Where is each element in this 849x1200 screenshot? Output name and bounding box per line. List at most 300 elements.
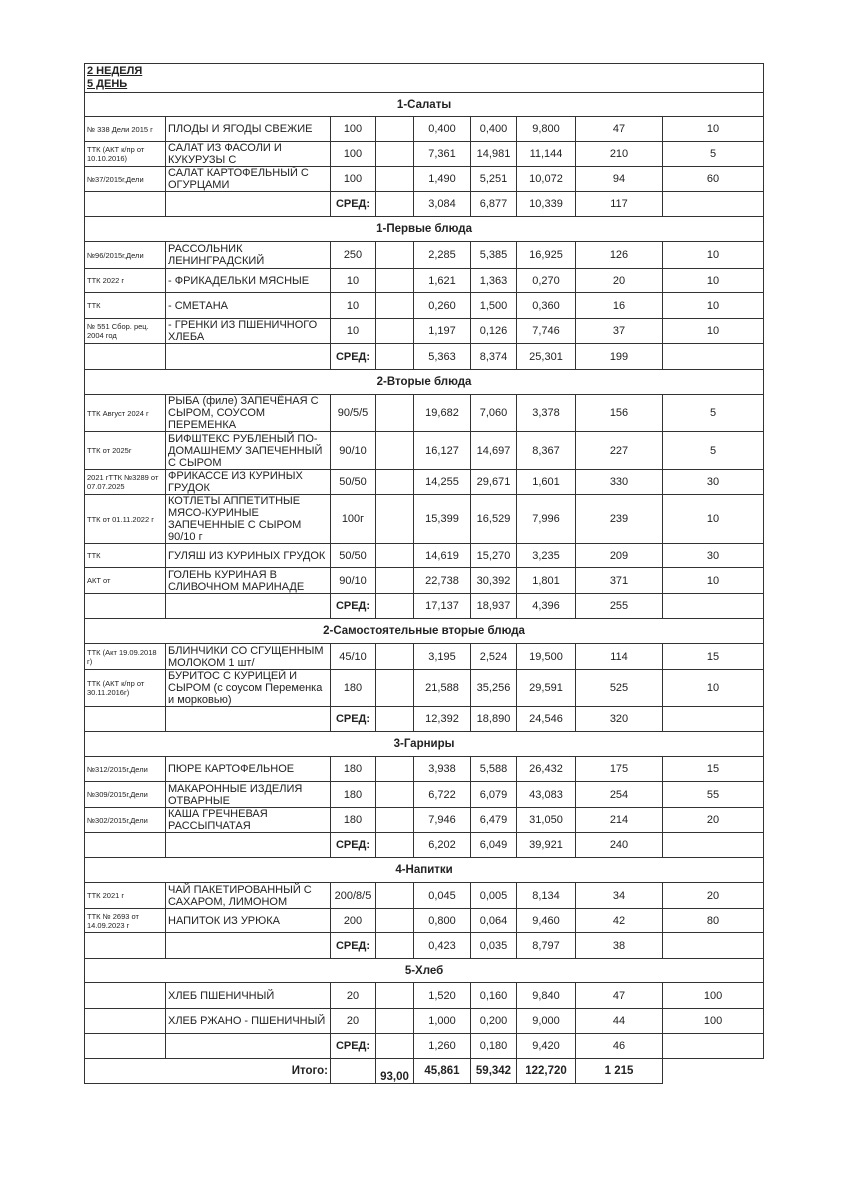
empty-cell bbox=[376, 933, 414, 959]
calories-cell: 34 bbox=[576, 883, 663, 909]
portion-cell: 100г bbox=[331, 495, 376, 544]
price-cell bbox=[376, 808, 414, 833]
recipe-code-cell: ТТК Август 2024 г bbox=[85, 395, 166, 432]
empty-cell bbox=[166, 1034, 331, 1059]
calories-cell: 371 bbox=[576, 568, 663, 594]
calories-cell: 210 bbox=[576, 142, 663, 167]
average-label: СРЕД: bbox=[331, 707, 376, 732]
calories-cell: 47 bbox=[576, 117, 663, 142]
calories-cell: 330 bbox=[576, 470, 663, 495]
menu-table-body bbox=[85, 64, 764, 1084]
price-cell bbox=[376, 757, 414, 782]
fat-cell: 6,479 bbox=[471, 808, 517, 833]
recipe-code-cell: 2021 гТТК №3289 от 07.07.2025 bbox=[85, 470, 166, 495]
portion-cell: 90/10 bbox=[331, 432, 376, 470]
average-row bbox=[85, 192, 764, 217]
price-cell bbox=[376, 319, 414, 344]
col-9-cell: 20 bbox=[663, 883, 764, 909]
table-row bbox=[85, 983, 764, 1009]
table-row bbox=[85, 432, 764, 470]
calories-total: 1 215 bbox=[576, 1059, 663, 1084]
portion-cell: 20 bbox=[331, 1009, 376, 1034]
col-9-cell: 30 bbox=[663, 544, 764, 568]
portion-cell: 45/10 bbox=[331, 644, 376, 670]
protein-cell: 0,800 bbox=[414, 909, 471, 933]
empty-cell bbox=[376, 833, 414, 858]
col-9-cell: 30 bbox=[663, 470, 764, 495]
table-row bbox=[85, 142, 764, 167]
menu-table bbox=[84, 63, 764, 1084]
portion-cell: 100 bbox=[331, 117, 376, 142]
empty-cell bbox=[85, 344, 166, 370]
table-row bbox=[85, 269, 764, 293]
portion-cell: 180 bbox=[331, 757, 376, 782]
portion-cell: 10 bbox=[331, 269, 376, 293]
col-9-cell: 10 bbox=[663, 319, 764, 344]
recipe-code-cell: № 551 Сбор. рец. 2004 год bbox=[85, 319, 166, 344]
average-row bbox=[85, 1034, 764, 1059]
recipe-code-cell: №312/2015г,Дели bbox=[85, 757, 166, 782]
carbs-cell: 26,432 bbox=[517, 757, 576, 782]
calories-average: 117 bbox=[576, 192, 663, 217]
section-row bbox=[85, 217, 764, 242]
empty-cell bbox=[85, 1034, 166, 1059]
carbs-cell: 7,996 bbox=[517, 495, 576, 544]
dish-name-cell: ПЮРЕ КАРТОФЕЛЬНОЕ bbox=[166, 757, 331, 782]
price-cell bbox=[376, 142, 414, 167]
protein-cell: 6,722 bbox=[414, 782, 471, 808]
empty-cell bbox=[85, 933, 166, 959]
recipe-code-cell: ТТК (АКТ к/пр от 30.11.2016г) bbox=[85, 670, 166, 707]
portion-cell: 10 bbox=[331, 293, 376, 319]
dish-name-cell: - ГРЕНКИ ИЗ ПШЕНИЧНОГО ХЛЕБА bbox=[166, 319, 331, 344]
calories-cell: 37 bbox=[576, 319, 663, 344]
fat-average: 8,374 bbox=[471, 344, 517, 370]
section-row bbox=[85, 959, 764, 983]
price-cell bbox=[376, 670, 414, 707]
price-cell bbox=[376, 909, 414, 933]
dish-name-cell: ХЛЕБ РЖАНО - ПШЕНИЧНЫЙ bbox=[166, 1009, 331, 1034]
protein-cell: 1,520 bbox=[414, 983, 471, 1009]
dish-name-cell: ФРИКАССЕ ИЗ КУРИНЫХ ГРУДОК bbox=[166, 470, 331, 495]
protein-average: 1,260 bbox=[414, 1034, 471, 1059]
recipe-code-cell: ТТК от 01.11.2022 г bbox=[85, 495, 166, 544]
portion-cell: 180 bbox=[331, 670, 376, 707]
average-row bbox=[85, 594, 764, 619]
carbs-average: 9,420 bbox=[517, 1034, 576, 1059]
empty-cell bbox=[166, 833, 331, 858]
price-cell bbox=[376, 544, 414, 568]
fat-cell: 5,251 bbox=[471, 167, 517, 192]
calories-average: 320 bbox=[576, 707, 663, 732]
price-cell bbox=[376, 395, 414, 432]
empty-cell bbox=[166, 594, 331, 619]
price-cell bbox=[376, 568, 414, 594]
total-price: 93,00 bbox=[376, 1059, 414, 1084]
col-9-cell: 15 bbox=[663, 757, 764, 782]
day-label: 5 ДЕНЬ bbox=[87, 78, 128, 90]
empty-cell bbox=[376, 594, 414, 619]
protein-average: 3,084 bbox=[414, 192, 471, 217]
col-9-cell: 10 bbox=[663, 670, 764, 707]
portion-cell: 90/5/5 bbox=[331, 395, 376, 432]
calories-average: 255 bbox=[576, 594, 663, 619]
carbs-cell: 1,601 bbox=[517, 470, 576, 495]
fat-cell: 2,524 bbox=[471, 644, 517, 670]
table-row bbox=[85, 293, 764, 319]
portion-cell: 10 bbox=[331, 319, 376, 344]
fat-average: 18,937 bbox=[471, 594, 517, 619]
protein-cell: 14,255 bbox=[414, 470, 471, 495]
average-row bbox=[85, 933, 764, 959]
calories-cell: 44 bbox=[576, 1009, 663, 1034]
table-row bbox=[85, 909, 764, 933]
recipe-code-cell bbox=[85, 1009, 166, 1034]
recipe-code-cell: АКТ от bbox=[85, 568, 166, 594]
protein-cell: 3,938 bbox=[414, 757, 471, 782]
protein-cell: 1,000 bbox=[414, 1009, 471, 1034]
protein-cell: 19,682 bbox=[414, 395, 471, 432]
protein-cell: 16,127 bbox=[414, 432, 471, 470]
average-label: СРЕД: bbox=[331, 594, 376, 619]
table-row bbox=[85, 242, 764, 269]
calories-average: 199 bbox=[576, 344, 663, 370]
carbs-cell: 11,144 bbox=[517, 142, 576, 167]
price-cell bbox=[376, 242, 414, 269]
table-row bbox=[85, 544, 764, 568]
calories-cell: 227 bbox=[576, 432, 663, 470]
total-row bbox=[85, 1059, 764, 1084]
fat-cell: 15,270 bbox=[471, 544, 517, 568]
carbs-cell: 8,134 bbox=[517, 883, 576, 909]
empty-cell bbox=[663, 1034, 764, 1059]
price-cell bbox=[376, 432, 414, 470]
protein-cell: 0,045 bbox=[414, 883, 471, 909]
carbs-cell: 43,083 bbox=[517, 782, 576, 808]
carbs-average: 24,546 bbox=[517, 707, 576, 732]
recipe-code-cell: №302/2015г,Дели bbox=[85, 808, 166, 833]
col-9-cell: 10 bbox=[663, 495, 764, 544]
carbs-cell: 19,500 bbox=[517, 644, 576, 670]
empty-cell bbox=[376, 192, 414, 217]
recipe-code-cell: № 338 Дели 2015 г bbox=[85, 117, 166, 142]
fat-average: 0,035 bbox=[471, 933, 517, 959]
fat-cell: 1,363 bbox=[471, 269, 517, 293]
section-title: 5-Хлеб bbox=[85, 959, 764, 983]
table-row bbox=[85, 883, 764, 909]
protein-average: 0,423 bbox=[414, 933, 471, 959]
dish-name-cell: БУРИТОС С КУРИЦЕЙ И СЫРОМ (с соусом Переменка и морковью) bbox=[166, 670, 331, 707]
carbs-cell: 3,378 bbox=[517, 395, 576, 432]
carbs-cell: 0,360 bbox=[517, 293, 576, 319]
price-cell bbox=[376, 117, 414, 142]
fat-cell: 6,079 bbox=[471, 782, 517, 808]
calories-cell: 209 bbox=[576, 544, 663, 568]
protein-cell: 7,361 bbox=[414, 142, 471, 167]
section-title: 1-Первые блюда bbox=[85, 217, 764, 242]
section-title: 3-Гарниры bbox=[85, 732, 764, 757]
dish-name-cell: ГОЛЕНЬ КУРИНАЯ В СЛИВОЧНОМ МАРИНАДЕ bbox=[166, 568, 331, 594]
col-9-cell: 5 bbox=[663, 142, 764, 167]
fat-cell: 35,256 bbox=[471, 670, 517, 707]
col-9-cell: 100 bbox=[663, 983, 764, 1009]
fat-average: 6,049 bbox=[471, 833, 517, 858]
carbs-cell: 29,591 bbox=[517, 670, 576, 707]
dish-name-cell: НАПИТОК ИЗ УРЮКА bbox=[166, 909, 331, 933]
section-row bbox=[85, 858, 764, 883]
fat-cell: 0,005 bbox=[471, 883, 517, 909]
table-row bbox=[85, 782, 764, 808]
table-row bbox=[85, 167, 764, 192]
col-9-cell: 55 bbox=[663, 782, 764, 808]
protein-average: 17,137 bbox=[414, 594, 471, 619]
fat-cell: 0,200 bbox=[471, 1009, 517, 1034]
dish-name-cell: ГУЛЯШ ИЗ КУРИНЫХ ГРУДОК bbox=[166, 544, 331, 568]
col-9-cell: 10 bbox=[663, 293, 764, 319]
portion-cell: 50/50 bbox=[331, 470, 376, 495]
recipe-code-cell: №309/2015г,Дели bbox=[85, 782, 166, 808]
calories-cell: 214 bbox=[576, 808, 663, 833]
carbs-cell: 9,000 bbox=[517, 1009, 576, 1034]
carbs-cell: 1,801 bbox=[517, 568, 576, 594]
col-9-cell: 100 bbox=[663, 1009, 764, 1034]
empty-cell bbox=[376, 344, 414, 370]
fat-cell: 14,697 bbox=[471, 432, 517, 470]
average-row bbox=[85, 707, 764, 732]
dish-name-cell: БЛИНЧИКИ СО СГУЩЕННЫМ МОЛОКОМ 1 шт/ bbox=[166, 644, 331, 670]
empty-cell bbox=[166, 192, 331, 217]
carbs-total: 122,720 bbox=[517, 1059, 576, 1084]
price-cell bbox=[376, 470, 414, 495]
calories-average: 240 bbox=[576, 833, 663, 858]
col-9-cell: 10 bbox=[663, 269, 764, 293]
dish-name-cell: КАША ГРЕЧНЕВАЯ РАССЫПЧАТАЯ bbox=[166, 808, 331, 833]
dish-name-cell: РЫБА (филе) ЗАПЕЧЁНАЯ С СЫРОМ, СОУСОМ ПЕРЕМЕНКА bbox=[166, 395, 331, 432]
section-title: 4-Напитки bbox=[85, 858, 764, 883]
empty-cell bbox=[166, 707, 331, 732]
empty-cell bbox=[85, 707, 166, 732]
calories-cell: 42 bbox=[576, 909, 663, 933]
protein-average: 5,363 bbox=[414, 344, 471, 370]
portion-cell: 20 bbox=[331, 983, 376, 1009]
dish-name-cell: - СМЕТАНА bbox=[166, 293, 331, 319]
table-row bbox=[85, 1009, 764, 1034]
fat-average: 0,180 bbox=[471, 1034, 517, 1059]
section-row bbox=[85, 370, 764, 395]
calories-average: 38 bbox=[576, 933, 663, 959]
protein-cell: 1,197 bbox=[414, 319, 471, 344]
dish-name-cell: МАКАРОННЫЕ ИЗДЕЛИЯ ОТВАРНЫЕ bbox=[166, 782, 331, 808]
average-label: СРЕД: bbox=[331, 344, 376, 370]
section-title: 2-Самостоятельные вторые блюда bbox=[85, 619, 764, 644]
price-cell bbox=[376, 644, 414, 670]
price-cell bbox=[376, 269, 414, 293]
fat-cell: 0,400 bbox=[471, 117, 517, 142]
carbs-cell: 31,050 bbox=[517, 808, 576, 833]
protein-cell: 1,490 bbox=[414, 167, 471, 192]
dish-name-cell: САЛАТ ИЗ ФАСОЛИ И КУКУРУЗЫ С bbox=[166, 142, 331, 167]
col-9-cell: 20 bbox=[663, 808, 764, 833]
portion-cell: 90/10 bbox=[331, 568, 376, 594]
recipe-code-cell: ТТК (АКТ к/пр от 10.10.2016) bbox=[85, 142, 166, 167]
portion-cell: 50/50 bbox=[331, 544, 376, 568]
empty-cell bbox=[85, 833, 166, 858]
protein-cell: 3,195 bbox=[414, 644, 471, 670]
protein-cell: 21,588 bbox=[414, 670, 471, 707]
empty-cell bbox=[663, 833, 764, 858]
fat-cell: 1,500 bbox=[471, 293, 517, 319]
empty-cell bbox=[663, 344, 764, 370]
recipe-code-cell bbox=[85, 983, 166, 1009]
price-cell bbox=[376, 983, 414, 1009]
average-label: СРЕД: bbox=[331, 833, 376, 858]
dish-name-cell: - ФРИКАДЕЛЬКИ МЯСНЫЕ bbox=[166, 269, 331, 293]
section-row bbox=[85, 732, 764, 757]
fat-cell: 7,060 bbox=[471, 395, 517, 432]
fat-cell: 0,160 bbox=[471, 983, 517, 1009]
table-row bbox=[85, 808, 764, 833]
carbs-average: 4,396 bbox=[517, 594, 576, 619]
total-label: Итого: bbox=[85, 1059, 331, 1084]
table-row bbox=[85, 395, 764, 432]
dish-name-cell: КОТЛЕТЫ АППЕТИТНЫЕ МЯСО-КУРИНЫЕ ЗАПЕЧЕННЫЕ С СЫРОМ 90/10 г bbox=[166, 495, 331, 544]
price-cell bbox=[376, 883, 414, 909]
carbs-cell: 9,800 bbox=[517, 117, 576, 142]
empty-cell bbox=[663, 594, 764, 619]
fat-cell: 0,126 bbox=[471, 319, 517, 344]
fat-average: 18,890 bbox=[471, 707, 517, 732]
protein-average: 12,392 bbox=[414, 707, 471, 732]
table-row bbox=[85, 495, 764, 544]
empty-cell bbox=[376, 707, 414, 732]
fat-total: 59,342 bbox=[471, 1059, 517, 1084]
empty-cell bbox=[85, 192, 166, 217]
empty-cell bbox=[331, 1059, 376, 1084]
table-row bbox=[85, 319, 764, 344]
portion-cell: 180 bbox=[331, 782, 376, 808]
fat-cell: 5,385 bbox=[471, 242, 517, 269]
carbs-average: 25,301 bbox=[517, 344, 576, 370]
carbs-cell: 16,925 bbox=[517, 242, 576, 269]
protein-cell: 22,738 bbox=[414, 568, 471, 594]
fat-cell: 14,981 bbox=[471, 142, 517, 167]
table-row bbox=[85, 757, 764, 782]
calories-cell: 254 bbox=[576, 782, 663, 808]
table-row bbox=[85, 117, 764, 142]
calories-cell: 47 bbox=[576, 983, 663, 1009]
calories-cell: 175 bbox=[576, 757, 663, 782]
price-cell bbox=[376, 1009, 414, 1034]
calories-average: 46 bbox=[576, 1034, 663, 1059]
price-cell bbox=[376, 495, 414, 544]
empty-cell bbox=[166, 933, 331, 959]
empty-cell bbox=[376, 1034, 414, 1059]
section-title: 1-Салаты bbox=[85, 93, 764, 117]
table-row bbox=[85, 568, 764, 594]
price-cell bbox=[376, 782, 414, 808]
recipe-code-cell: ТТК 2021 г bbox=[85, 883, 166, 909]
calories-cell: 16 bbox=[576, 293, 663, 319]
section-row bbox=[85, 619, 764, 644]
average-row bbox=[85, 344, 764, 370]
recipe-code-cell: ТТК от 2025г bbox=[85, 432, 166, 470]
carbs-cell: 9,460 bbox=[517, 909, 576, 933]
protein-cell: 0,400 bbox=[414, 117, 471, 142]
calories-cell: 126 bbox=[576, 242, 663, 269]
col-9-cell: 80 bbox=[663, 909, 764, 933]
col-9-cell: 15 bbox=[663, 644, 764, 670]
portion-cell: 180 bbox=[331, 808, 376, 833]
average-label: СРЕД: bbox=[331, 933, 376, 959]
carbs-cell: 3,235 bbox=[517, 544, 576, 568]
recipe-code-cell: ТТК (Акт 19.09.2018 г) bbox=[85, 644, 166, 670]
fat-cell: 5,588 bbox=[471, 757, 517, 782]
protein-cell: 14,619 bbox=[414, 544, 471, 568]
protein-cell: 1,621 bbox=[414, 269, 471, 293]
header-row bbox=[85, 64, 764, 93]
portion-cell: 200 bbox=[331, 909, 376, 933]
col-9-cell: 60 bbox=[663, 167, 764, 192]
calories-cell: 114 bbox=[576, 644, 663, 670]
carbs-cell: 7,746 bbox=[517, 319, 576, 344]
carbs-cell: 10,072 bbox=[517, 167, 576, 192]
recipe-code-cell: ТТК bbox=[85, 293, 166, 319]
col-9-cell: 5 bbox=[663, 432, 764, 470]
protein-cell: 2,285 bbox=[414, 242, 471, 269]
fat-cell: 30,392 bbox=[471, 568, 517, 594]
carbs-average: 8,797 bbox=[517, 933, 576, 959]
empty-cell bbox=[85, 594, 166, 619]
average-label: СРЕД: bbox=[331, 1034, 376, 1059]
calories-cell: 239 bbox=[576, 495, 663, 544]
header-cell bbox=[85, 64, 764, 93]
fat-cell: 16,529 bbox=[471, 495, 517, 544]
recipe-code-cell: №96/2015г,Дели bbox=[85, 242, 166, 269]
carbs-cell: 9,840 bbox=[517, 983, 576, 1009]
dish-name-cell: РАССОЛЬНИК ЛЕНИНГРАДСКИЙ bbox=[166, 242, 331, 269]
carbs-average: 39,921 bbox=[517, 833, 576, 858]
col-9-cell: 10 bbox=[663, 568, 764, 594]
dish-name-cell: БИФШТЕКС РУБЛЕНЫЙ ПО-ДОМАШНЕМУ ЗАПЕЧЕННЫЙ С СЫРОМ bbox=[166, 432, 331, 470]
fat-cell: 29,671 bbox=[471, 470, 517, 495]
fat-cell: 0,064 bbox=[471, 909, 517, 933]
protein-total: 45,861 bbox=[414, 1059, 471, 1084]
portion-cell: 100 bbox=[331, 142, 376, 167]
recipe-code-cell: №37/2015г,Дели bbox=[85, 167, 166, 192]
empty-cell bbox=[663, 933, 764, 959]
week-label: 2 НЕДЕЛЯ bbox=[87, 65, 143, 77]
dish-name-cell: САЛАТ КАРТОФЕЛЬНЫЙ С ОГУРЦАМИ bbox=[166, 167, 331, 192]
empty-cell bbox=[663, 707, 764, 732]
col-9-cell: 5 bbox=[663, 395, 764, 432]
protein-cell: 7,946 bbox=[414, 808, 471, 833]
dish-name-cell: ПЛОДЫ И ЯГОДЫ СВЕЖИЕ bbox=[166, 117, 331, 142]
portion-cell: 250 bbox=[331, 242, 376, 269]
portion-cell: 200/8/5 bbox=[331, 883, 376, 909]
carbs-cell: 0,270 bbox=[517, 269, 576, 293]
calories-cell: 20 bbox=[576, 269, 663, 293]
carbs-cell: 8,367 bbox=[517, 432, 576, 470]
recipe-code-cell: ТТК bbox=[85, 544, 166, 568]
table-row bbox=[85, 670, 764, 707]
carbs-average: 10,339 bbox=[517, 192, 576, 217]
section-row bbox=[85, 93, 764, 117]
portion-cell: 100 bbox=[331, 167, 376, 192]
dish-name-cell: ЧАЙ ПАКЕТИРОВАННЫЙ С САХАРОМ, ЛИМОНОМ bbox=[166, 883, 331, 909]
table-row bbox=[85, 644, 764, 670]
section-title: 2-Вторые блюда bbox=[85, 370, 764, 395]
empty-cell bbox=[166, 344, 331, 370]
